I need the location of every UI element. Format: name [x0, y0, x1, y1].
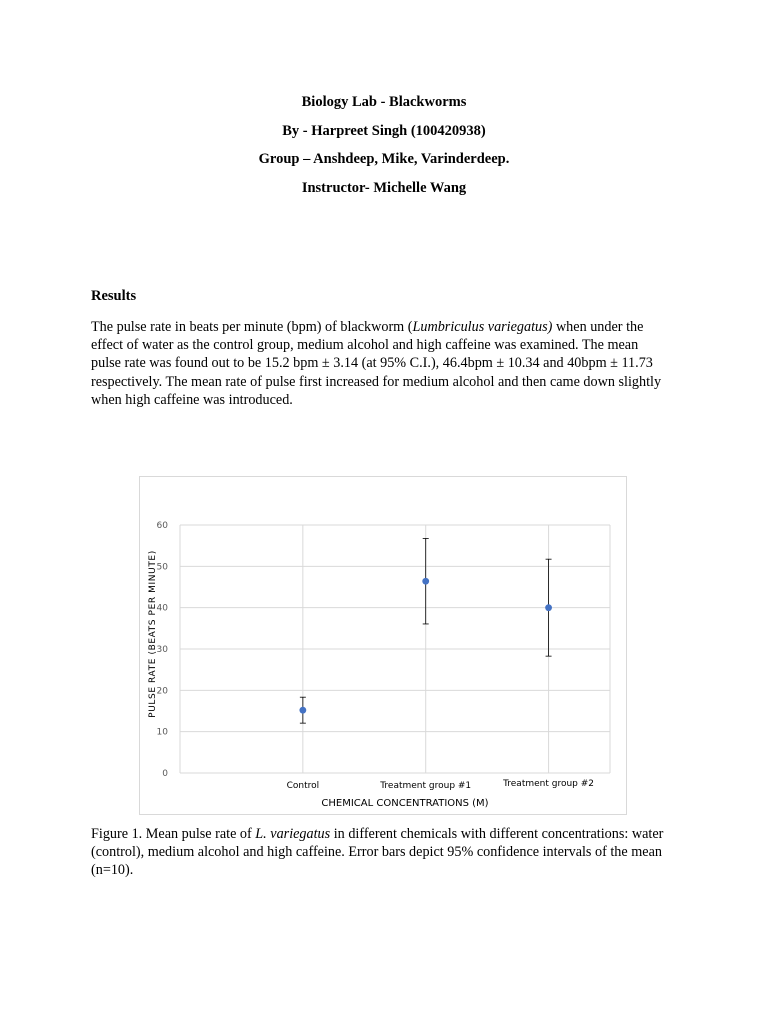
y-tick-label: 20 — [156, 686, 168, 697]
caption-species: L. variegatus — [255, 826, 331, 842]
chart-grid — [180, 525, 610, 773]
x-axis-label: CHEMICAL CONCENTRATIONS (M) — [321, 798, 489, 809]
y-tick-label: 50 — [156, 562, 168, 573]
results-paragraph — [91, 318, 671, 409]
instructor-line: Instructor- Michelle Wang — [301, 179, 467, 196]
y-tick-label: 60 — [156, 521, 168, 531]
x-tick-label: Treatment group #2 — [503, 779, 595, 789]
y-tick-label: 30 — [156, 645, 168, 655]
data-point — [422, 578, 429, 585]
x-tick-label: Control — [286, 781, 320, 791]
document-title: Biology Lab - Blackworms — [301, 94, 467, 110]
x-tick-label: Treatment group #1 — [380, 781, 472, 791]
data-point — [299, 707, 306, 714]
results-text-start: The pulse rate in beats per minute (bpm) of blackworm ( — [91, 319, 413, 335]
caption-text-end: in different chemicals with different concentrations: water (control), medium alcohol and high caffeine. Error bars depict 95% confidence intervals of the mean (n=10). — [91, 826, 664, 879]
y-axis-label: PULSE RATE (BEATS PER MINUTE) — [148, 550, 158, 718]
results-heading: Results — [91, 288, 137, 304]
x-tick-labels — [287, 779, 594, 791]
title-block — [0, 92, 768, 206]
y-tick-labels — [157, 521, 169, 779]
y-tick-label: 40 — [156, 603, 168, 614]
group-line: Group – Anshdeep, Mike, Varinderdeep. — [258, 151, 510, 167]
species-name: Lumbriculus variegatus) — [412, 319, 553, 335]
data-point — [545, 604, 552, 611]
y-tick-label: 0 — [162, 769, 168, 779]
y-tick-label: 10 — [156, 727, 168, 738]
results-text-end: when under the effect of water as the control group, medium alcohol and high caffeine was examined. The mean pulse rate was found out to be 15.2 bpm ± 3.14 (at 95% C.I.), 46.4bpm ± 10.34 and 40bpm ± 11.73 respectively. The mean rate of pulse first increased for medium alcohol and then came down slightly when high caffeine was introduced. — [91, 319, 662, 408]
figure-caption — [91, 825, 681, 880]
chart-frame — [139, 476, 627, 815]
pulse-rate-chart — [140, 477, 626, 814]
author-line: By - Harpreet Singh (100420938) — [282, 122, 486, 139]
caption-text-start: Figure 1. Mean pulse rate of — [91, 826, 256, 842]
